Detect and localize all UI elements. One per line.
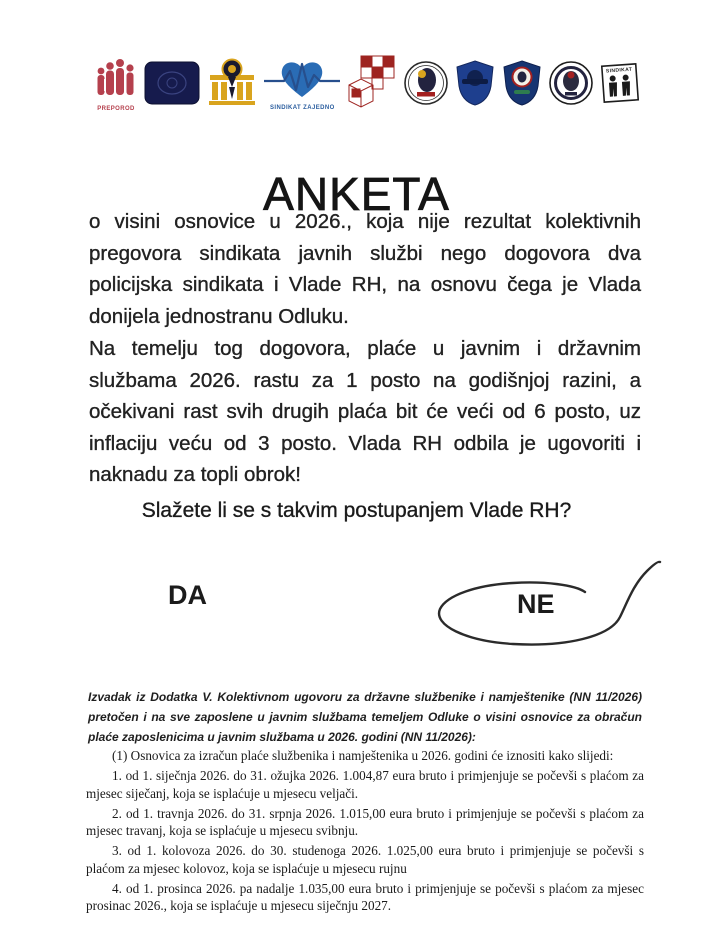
stamp-sindikat-label: SINDIKAT [605,66,633,75]
stamp-sindikat-logo [599,60,641,106]
sindikat-zajedno-label: SINDIKAT ZAJEDNO [270,104,335,111]
option-ne-label: NE [517,589,555,619]
blue-shield-icon [454,59,496,107]
legal-item-2: 2. od 1. travnja 2026. do 31. srpnja 2026. 1.015,00 eura bruto i primjenjuje se počevši s plaćom za mjesec travanj, koja se isplaćuje u mjesecu svibnju. [86,805,644,838]
stamp-sindikat-icon [599,60,641,106]
blue-shield-emblem-icon [501,59,543,107]
legal-item-3: 3. od 1. kolovoza 2026. do 30. studenoga 2026. 1.025,00 eura bruto i primjenjuje se počevši s plaćom za mjesec kolovoz, koja se isplaćuje u mjesecu rujnu [86,843,644,876]
preporod-label: PREPOROD [97,105,135,112]
preporod-union-logo [93,55,139,112]
footnote-italic: Izvadak iz Dodatka V. Kolektivnom ugovoru za državne službenike i namještenike (NN 11/2026) pretočen i na sve zaposlene u javnim službama temeljem Odluke o visini osnovice za obračun plaće zaposlenicima u javnim službama u 2026. godini (NN 11/2026): [88,690,642,744]
blue-shield-logo [454,59,496,107]
paragraph-details: Na temelju tog dogovora, plaće u javnim i državnim službama 2026. rastu za 1 posto na godišnjoj razini, a očekivani rast svih drugih plaća bit će veći od 6 posto, uz inflaciju veću od 3 posto. Vlada RH odbila je ugovoriti i naknadu za topli obrok! [89,337,641,486]
legal-item-1: 1. od 1. siječnja 2026. do 31. ožujka 2026. 1.004,87 eura bruto i primjenjuje se počevši s plaćom za mjesec siječanj, koja se isplaćuje u mjesecu veljači. [86,768,644,801]
blue-shield-emblem-logo [501,59,543,107]
paragraph-intro: o visini osnovice u 2026., koja nije rezultat kolektivnih pregovora sindikata javnih službi nego dogovora dva policijska sindikata i Vlade RH, na osnovu čega je Vlada donijela jednostranu Odluku. [89,210,641,328]
heart-ekg-logo [264,56,340,111]
option-ne[interactable] [425,545,675,665]
legal-item-4: 4. od 1. prosinca 2026. pa nadalje 1.035,00 eura bruto i primjenjuje se počevši s plaćom za mjesec prosinac 2026., koja se isplaćuje u mjesecu siječnju 2027. [86,880,644,913]
page-title: ANKETA [263,167,450,220]
heart-ekg-icon [264,56,340,104]
dark-round-badge-icon [548,60,594,106]
survey-question: Slažete li se s takvim postupanjem Vlade RH? [141,499,572,522]
preporod-figures-icon [93,55,139,105]
legal-section [86,747,644,917]
round-badge-logo [403,60,449,106]
croatian-checkerboard-cubes-logo [345,55,397,111]
dark-round-badge-logo [548,60,594,106]
gold-building-rosette-logo [205,57,259,109]
round-badge-icon [403,60,449,106]
logo-row [93,50,641,116]
navy-plaque-icon [144,61,200,105]
checkerboard-cubes-icon [345,55,397,111]
navy-plaque-logo [144,61,200,105]
gold-building-icon [205,57,259,109]
option-da[interactable]: DA [168,580,207,610]
legal-intro: (1) Osnovica za izračun plaće službenika i namještenika u 2026. godini će iznositi kako slijedi: [112,748,614,763]
